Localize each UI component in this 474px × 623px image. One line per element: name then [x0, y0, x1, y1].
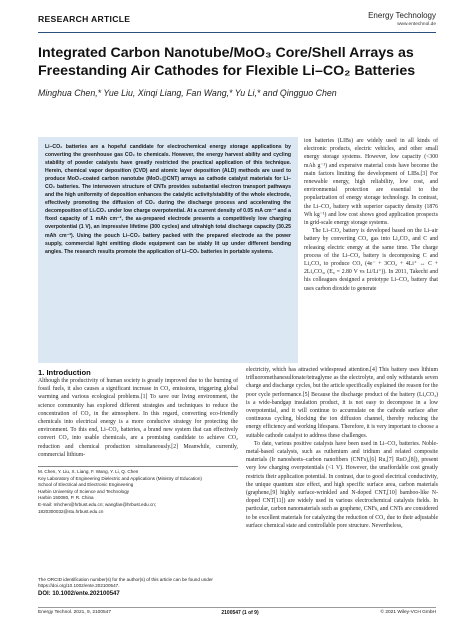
affiliation-email[interactable]: E-mail: mhchen@hrbust.edu.cn; wangfan@hrbust.edu.cn; [38, 501, 157, 507]
affiliation-email[interactable]: 1820300032@stu.hrbust.edu.cn [38, 508, 104, 514]
affiliation-line: Key Laboratory of Engineering Dielectric and Applications (Ministry of Education) [38, 475, 202, 481]
body-paragraph: ion batteries (LIBs) are widely used in all kinds of electronic products, electric vehicles, and other small energy storage systems. However, low capacity (<300 mAh g⁻¹) and expensive material costs have become the main factors limiting the development of LIBs.[3] For renewable energy, high reliability, low cost, and environmental protection are essential to the popularization of energy storage technology. In contrast, the Li–CO₂ battery with superior capacity density (1876 Wh kg⁻¹) and low cost shows good application prospects in grid-scale energy storage systems. [304, 138, 438, 227]
body-paragraph: electricity, which has attracted widespread attention.[4] This battery uses lithium trifluoromethanesulfonate/tetraglyme as the electrolyte, and only withstands seven charge and discharge cycles, but the article specifically explained the reason for the poor cycle performance.[5] Because the discharge product of the battery (Li₂CO₃) is a wide-bandgap insulation product, it is not easy to decompose in a low overpotential, and it will continue to accumulate on the cathode surface after continuous cycling, blocking the ion diffusion channel, thereby reducing the energy efficiency and working lifespans. Therefore, it is very important to choose a suitable cathode catalyst to address these challenges. [246, 367, 438, 439]
footer-copyright: © 2021 Wiley-VCH GmbH [380, 610, 436, 615]
header-divider [38, 32, 436, 33]
affiliation-line: School of Electrical and Electronic Engineering [38, 482, 134, 488]
orcid-note[interactable]: The ORCID identification number(s) for the author(s) of this article can be found under https://doi.org/10.1002/ente.202100547. [38, 577, 213, 588]
affiliation-divider [38, 466, 238, 467]
section-heading-introduction: 1. Introduction [38, 368, 91, 377]
article-title: Integrated Carbon Nanotube/MoO₃ Core/Shell Arrays as Freestanding Air Cathodes for Flexible Li–CO₂ Batteries [38, 45, 416, 79]
affiliation-line: Harbin 150080, P. R. China [38, 495, 94, 501]
affiliation-line: M. Chen, Y. Liu, X. Liang, F. Wang, Y. Li, Q. Chen [38, 469, 139, 474]
right-column-bottom [246, 366, 438, 606]
footer-divider [38, 607, 436, 608]
body-paragraph: The Li–CO₂ battery is developed based on the Li–air battery by converting CO₂ gas into Li₂CO₃ and C and releasing electric energy at the same time. The charge process of the Li–CO₂ battery is decomposing C and Li₂CO₃ to produce CO₂ (4e⁻ + 3CO₂ + 4Li⁺ ↔ C + 2Li₂CO₃, (E₀ = 2.80 V vs Li/Li⁺)). In 2011, Takechi and his colleagues designed a prototype Li–CO₂ battery that uses carbon dioxide to generate [304, 228, 438, 292]
article-type-label: RESEARCH ARTICLE [38, 14, 131, 24]
journal-name: Energy Technology [368, 11, 436, 20]
page-header [38, 10, 436, 32]
introduction-column [38, 377, 238, 459]
affiliation-block [38, 469, 238, 515]
author-list: Minghua Chen,* Yue Liu, Xinqi Liang, Fan Wang,* Yu Li,* and Qingguo Chen [38, 88, 337, 98]
doi-link[interactable]: DOI: 10.1002/ente.202100547 [38, 591, 120, 597]
abstract-text: Li–CO₂ batteries are a hopeful candidate for electrochemical energy storage applications by converting the greenhouse gas CO₂ to chemicals. However, the energy harvest ability and cycling stability of powder catalysts have greatly restricted the practical application of this technique. Herein, chemical vapor deposition (CVD) and atomic layer deposition (ALD) methods are used to produce MoO₃-coated carbon nanotube (MoO₃@CNT) arrays as cathode catalyst materials for Li–CO₂ batteries. The interwoven structure of CNTs provides substantial electron transport pathways and the high uniformity of deposition enhances the catalytic activity/stability of the whole electrode, effectively promoting the diffusion of CO₂ during the discharge process and accelerating the decomposition of Li₂CO₃ under low charge overpotential. At a current density of 0.05 mA cm⁻² and a fixed capacity of 1 mAh cm⁻², the as-prepared electrode presents a competitively low charging overpotential (1 V), an impressive lifetime (300 cycles) and ultrahigh total discharge capacity (30.25 mAh cm⁻²). Using the pouch Li–CO₂ battery packed with the prepared electrode as the power supply, commercial light emitting diode equipment can be stably lit up under different bending angles. The research results promote the application of Li–CO₂ batteries in portable systems. [45, 144, 291, 255]
affiliation-line: Harbin University of Science and Technology [38, 488, 130, 494]
abstract-box [38, 137, 298, 363]
body-paragraph: Although the productivity of human society is greatly improved due to the burning of fossil fuels, it also causes a significant increase in CO₂ emissions, triggering global warming and various ecological problems.[1] To save our living environment, the science community has explored different strategies and techniques to reduce the concentration of CO₂ in the atmosphere. In this regard, converting eco-friendly chemicals into electrical energy is a more conducive strategy for protecting the environment. To this end, Li–CO₂ batteries, a brand new system that can effectively convert CO₂ into usable chemicals, are a promising candidate to achieve CO₂ reduction and chemical production simultaneously.[2] Meanwhile, currently, commercial lithium- [38, 378, 238, 458]
footer-citation: Energy Technol. 2021, 9, 2100547 [38, 610, 111, 615]
footer-page-number: 2100547 (1 of 9) [221, 610, 259, 616]
body-paragraph: To date, various positive catalysts have been used in Li–CO₂ batteries. Noble-metal-based catalysts, such as ruthenium and iridium and related composite materials (Ir nanosheets–carbon nanofibers (CNFs),[6] Ru,[7] RuO₂[8]), present very low charging overpotentials (<1 V). However, the unaffordable cost greatly restricts their application potential. In contrast, due to good electrical conductivity, the unique quantum size effect, and high specific surface area, carbon materials (graphene,[9] highly surface-wrinkled and N-doped CNT,[10] bamboo-like N-doped CNT[11]) are widely used in various electrochemical catalysis fields. In particular, carbon nanomaterials such as graphene, CNFs, and CNTs are considered to be excellent materials for catalyzing the reduction of CO₂ due to their adjustable surface chemical state and controllable pore structure. Nevertheless, [246, 440, 438, 529]
journal-url[interactable]: www.entechnol.de [397, 22, 436, 27]
right-column-top [304, 137, 438, 365]
